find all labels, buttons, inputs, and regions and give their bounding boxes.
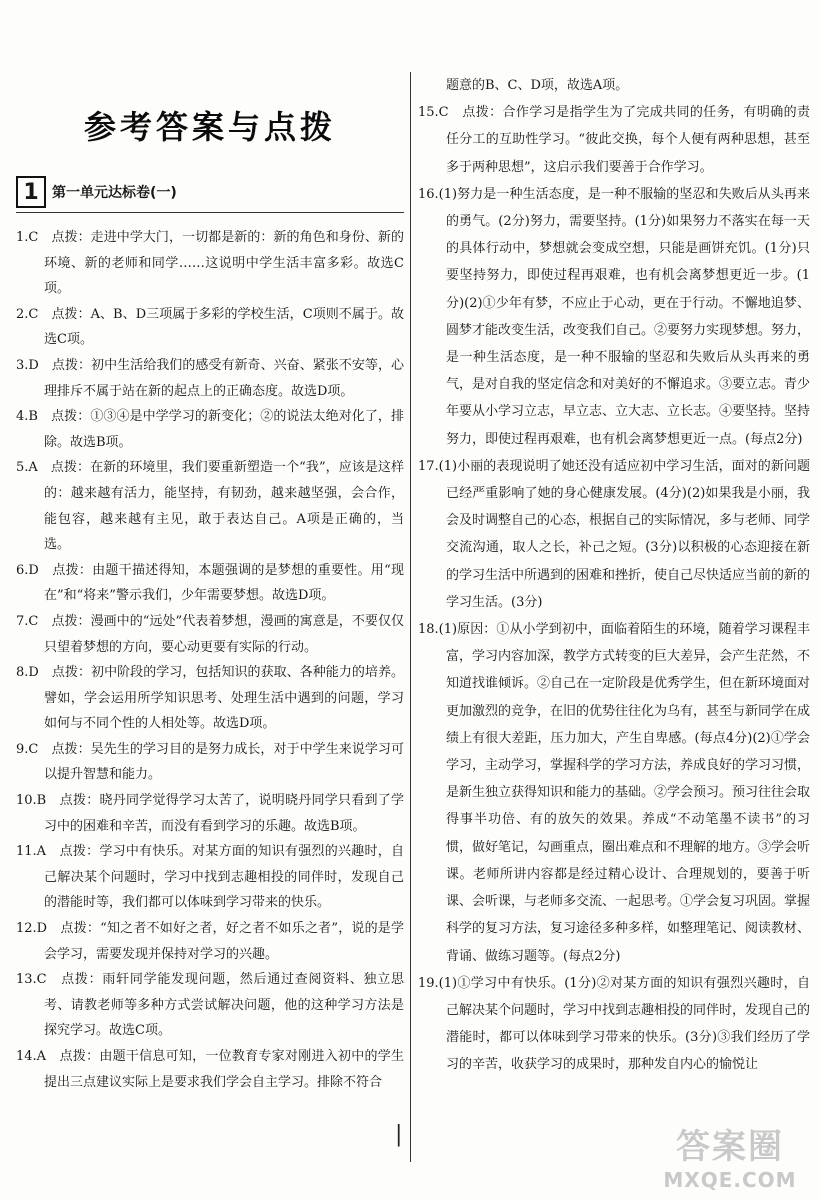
- answer-item-2: 2.C 点拨：A、B、D三项属于多彩的学校生活，C项则不属于。故选C项。: [16, 306, 404, 348]
- left-column: [16, 92, 404, 1095]
- watermark-url: MXQE.COM: [663, 1168, 797, 1192]
- watermark-logo: [655, 1119, 805, 1192]
- answer-item-15: 15.C 点拨：合作学习是指学生为了完成共同的任务，有明确的责任分工的互助性学习。“彼此交换，每个人便有两种思想，甚至多于两种思想”，这启示我们要善于合作学习。: [418, 105, 810, 175]
- answer-item-14-continued: 题意的B、C、D项，故选A项。: [446, 78, 629, 93]
- page-title: 参考答案与点拨: [83, 108, 336, 146]
- column-divider: [410, 72, 411, 1162]
- answer-item-1: 1.C 点拨：走进中学大门，一切都是新的：新的角色和身份、新的环境、新的老师和同学……这说明中学生活丰富多彩。故选C项。: [16, 230, 404, 297]
- page-number-mark: |: [395, 1122, 403, 1147]
- answer-item-5: 5.A 点拨：在新的环境里，我们要重新塑造一个“我”，应该是这样的：越来越有活力，能坚持，有韧劲，越来越坚强，会合作，能包容，越来越有主见，敢于表达自己。A项是正确的，当选。: [16, 460, 404, 553]
- answer-item-17: 17.(1)小丽的表现说明了她还没有适应初中学习生活，面对的新问题已经严重影响了她的身心健康发展。(4分)(2)如果我是小丽，我会及时调整自己的心态，根据自己的实际情况，多与老师、同学交流沟通，取人之长，补己之短。(3分)以积极的心态迎接在新的学习生活中所遇到的困难和挫折，使自己尽快适应当前的新的学习生活。(3分): [418, 458, 811, 610]
- answer-item-9: 9.C 点拨：吴先生的学习目的是努力成长，对于中学生来说学习可以提升智慧和能力。: [16, 741, 404, 783]
- answer-item-4: 4.B 点拨：①③④是中学学习的新变化；②的说法太绝对化了，排除。故选B项。: [16, 409, 404, 450]
- answer-item-12: 12.D 点拨：“知之者不如好之者，好之者不如乐之者”，说的是学会学习，需要发现并保持对学习的兴趣。: [16, 921, 404, 962]
- answer-item-19: 19.(1)①学习中有快乐。(1分)②对某方面的知识有强烈兴趣时，自己解决某个问题时，学习中找到志趣相投的同伴时，发现自己的潜能时，都可以体味到学习带来的快乐。(3分)③我们经历了学习的辛苦，收获学习的成果时，那种发自内心的愉悦让: [418, 975, 811, 1073]
- unit-number-badge: 1: [16, 176, 46, 208]
- unit-title: 第一单元达标卷(一): [52, 185, 177, 201]
- answer-item-7: 7.C 点拨：漫画中的“远处”代表着梦想，漫画的寓意是，不要仅仅只望着梦想的方向，要心动更要有实际的行动。: [16, 613, 404, 655]
- watermark-main: 答案圈: [676, 1127, 784, 1167]
- answer-item-18: 18.(1)原因：①从小学到初中，面临着陌生的环境，随着学习课程丰富，学习内容加深，教学方式转变的巨大差异，会产生茫然，不知道找谁倾诉。②自己在一定阶段是优秀学生，但在新环境面对更加激烈的竞争，在旧的优势往往化为乌有，甚至与新同学在成绩上有很大差距，压力加大，产生自卑感。(每点4分)(2)①学会学习，主动学习，掌握科学的学习方法，养成良好的学习习惯，是新生独立获得知识和能力的基础。②学会预习。预习往往会取得事半功倍、有的放矢的效果。养成“不动笔墨不读书”的习惯，做好笔记，勾画重点，圈出难点和不理解的地方。③学会听课。老师所讲内容都是经过精心设计、合理规划的，要善于听课、会听课，与老师多交流、一起思考。①学会复习巩固。掌握科学的复习方法，复习途径多种多样，如整理笔记、阅读教材、背诵、做练习题等。(每点2分): [418, 622, 811, 964]
- answer-item-3: 3.D 点拨：初中生活给我们的感受有新奇、兴奋、紧张不安等，心理排斥不属于站在新的起点上的正确态度。故选D项。: [16, 357, 404, 399]
- answer-item-11: 11.A 点拨：学习中有快乐。对某方面的知识有强烈的兴趣时，自己解决某个问题时，学习中找到志趣相投的同伴时，发现自己的潜能时等，我们都可以体味到学习带来的快乐。: [16, 844, 404, 911]
- answer-item-16: 16.(1)努力是一种生活态度，是一种不服输的坚忍和失败后从头再来的勇气。(2分)努力，需要坚持。(1分)如果努力不落实在每一天的具体行动中，梦想就会变成空想，只能是画饼充饥。(1分)只要坚持努力，即使过程再艰难，也有机会离梦想更近一步。(1分)(2)①少年有梦，不应止于心动，更在于行动。不懈地追梦、圆梦才能改变生活，改变我们自己。②要努力实现梦想。努力，是一种生活态度，是一种不服输的坚忍和失败后从头再来的勇气，是对自我的坚定信念和对美好的不懈追求。③要立志。青少年要从小学习立志，早立志、立大志、立长志。④要坚持。坚持努力，即使过程再艰难，也有机会离梦想更近一点。(每点2分): [418, 186, 811, 447]
- right-column: [418, 72, 810, 1079]
- unit-header: [16, 176, 404, 213]
- answer-item-13: 13.C 点拨：雨轩同学能发现问题，然后通过查阅资料、独立思考、请教老师等多种方式尝试解决问题，他的这种学习方法是探究学习。故选C项。: [16, 972, 404, 1039]
- answer-item-8: 8.D 点拨：初中阶段的学习，包括知识的获取、各种能力的培养。譬如，学会运用所学知识思考、处理生活中遇到的问题，学习如何与不同个性的人相处等。故选D项。: [16, 665, 404, 732]
- answer-item-14: 14.A 点拨：由题干信息可知，一位教育专家对刚进入初中的学生提出三点建议实际上是要求我们学会自主学习。排除不符合: [16, 1049, 404, 1090]
- answer-item-6: 6.D 点拨：由题干描述得知，本题强调的是梦想的重要性。用“现在”和“将来”警示我们，少年需要梦想。故选D项。: [16, 562, 404, 604]
- answer-item-10: 10.B 点拨：晓丹同学觉得学习太苦了，说明晓丹同学只看到了学习中的困难和辛苦，而没有看到学习的乐趣。故选B项。: [16, 793, 404, 834]
